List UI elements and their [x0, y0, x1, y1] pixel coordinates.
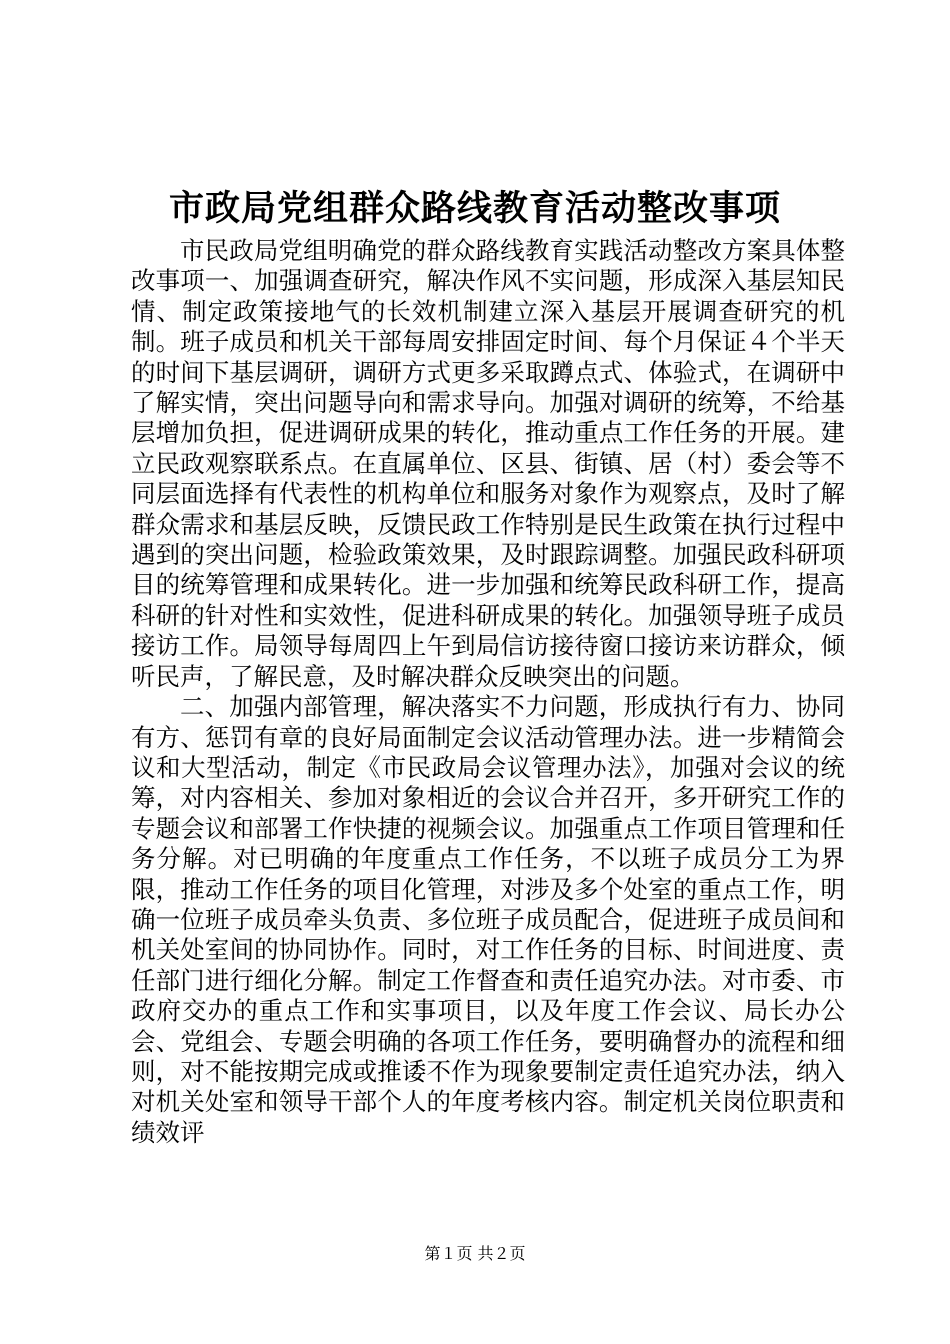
page-footer: 第１页 共２页 — [424, 1244, 526, 1263]
paragraph-1: 市民政局党组明确党的群众路线教育实践活动整改方案具体整改事项一、加强调查研究，解决作风不实问题，形成深入基层知民情、制定政策接地气的长效机制建立深入基层开展调查研究的机制。班子成员和机关干部每周安排固定时间、每个月保证４个半天的时间下基层调研，调研方式更多采取蹲点式、体验式，在调研中了解实情，突出问题导向和需求导向。加强对调研的统筹，不给基层增加负担，促进调研成果的转化，推动重点工作任务的开展。建立民政观察联系点。在直属单位、区县、街镇、居（村）委会等不同层面选择有代表性的机构单位和服务对象作为观察点，及时了解群众需求和基层反映，反馈民政工作特别是民生政策在执行过程中遇到的突出问题，检验政策效果，及时跟踪调整。加强民政科研项目的统筹管理和成果转化。进一步加强和统筹民政科研工作，提高科研的针对性和实效性，促进科研成果的转化。加强领导班子成员接访工作。局领导每周四上午到局信访接待窗口接访来访群众，倾听民声，了解民意，及时解决群众反映突出的问题。 — [131, 236, 845, 691]
paragraph-2: 二、加强内部管理，解决落实不力问题，形成执行有力、协同有方、惩罚有章的良好局面制定会议活动管理办法。进一步精简会议和大型活动，制定《市民政局会议管理办法》，加强对会议的统筹，对内容相关、参加对象相近的会议合并召开，多开研究工作的专题会议和部署工作快捷的视频会议。加强重点工作项目管理和任务分解。对已明确的年度重点工作任务，不以班子成员分工为界限，推动工作任务的项目化管理，对涉及多个处室的重点工作，明确一位班子成员牵头负责、多位班子成员配合，促进班子成员间和机关处室间的协同协作。同时，对工作任务的目标、时间进度、责任部门进行细化分解。制定工作督查和责任追究办法。对市委、市政府交办的重点工作和实事项目，以及年度工作会议、局长办公会、党组会、专题会明确的各项工作任务，要明确督办的流程和细则，对不能按期完成或推诿不作为现象要制定责任追究办法，纳入对机关处室和领导干部个人的年度考核内容。制定机关岗位职责和绩效评 — [131, 692, 845, 1147]
document-title: 市政局党组群众路线教育活动整改事项 — [168, 188, 781, 229]
document-body — [131, 236, 845, 1148]
